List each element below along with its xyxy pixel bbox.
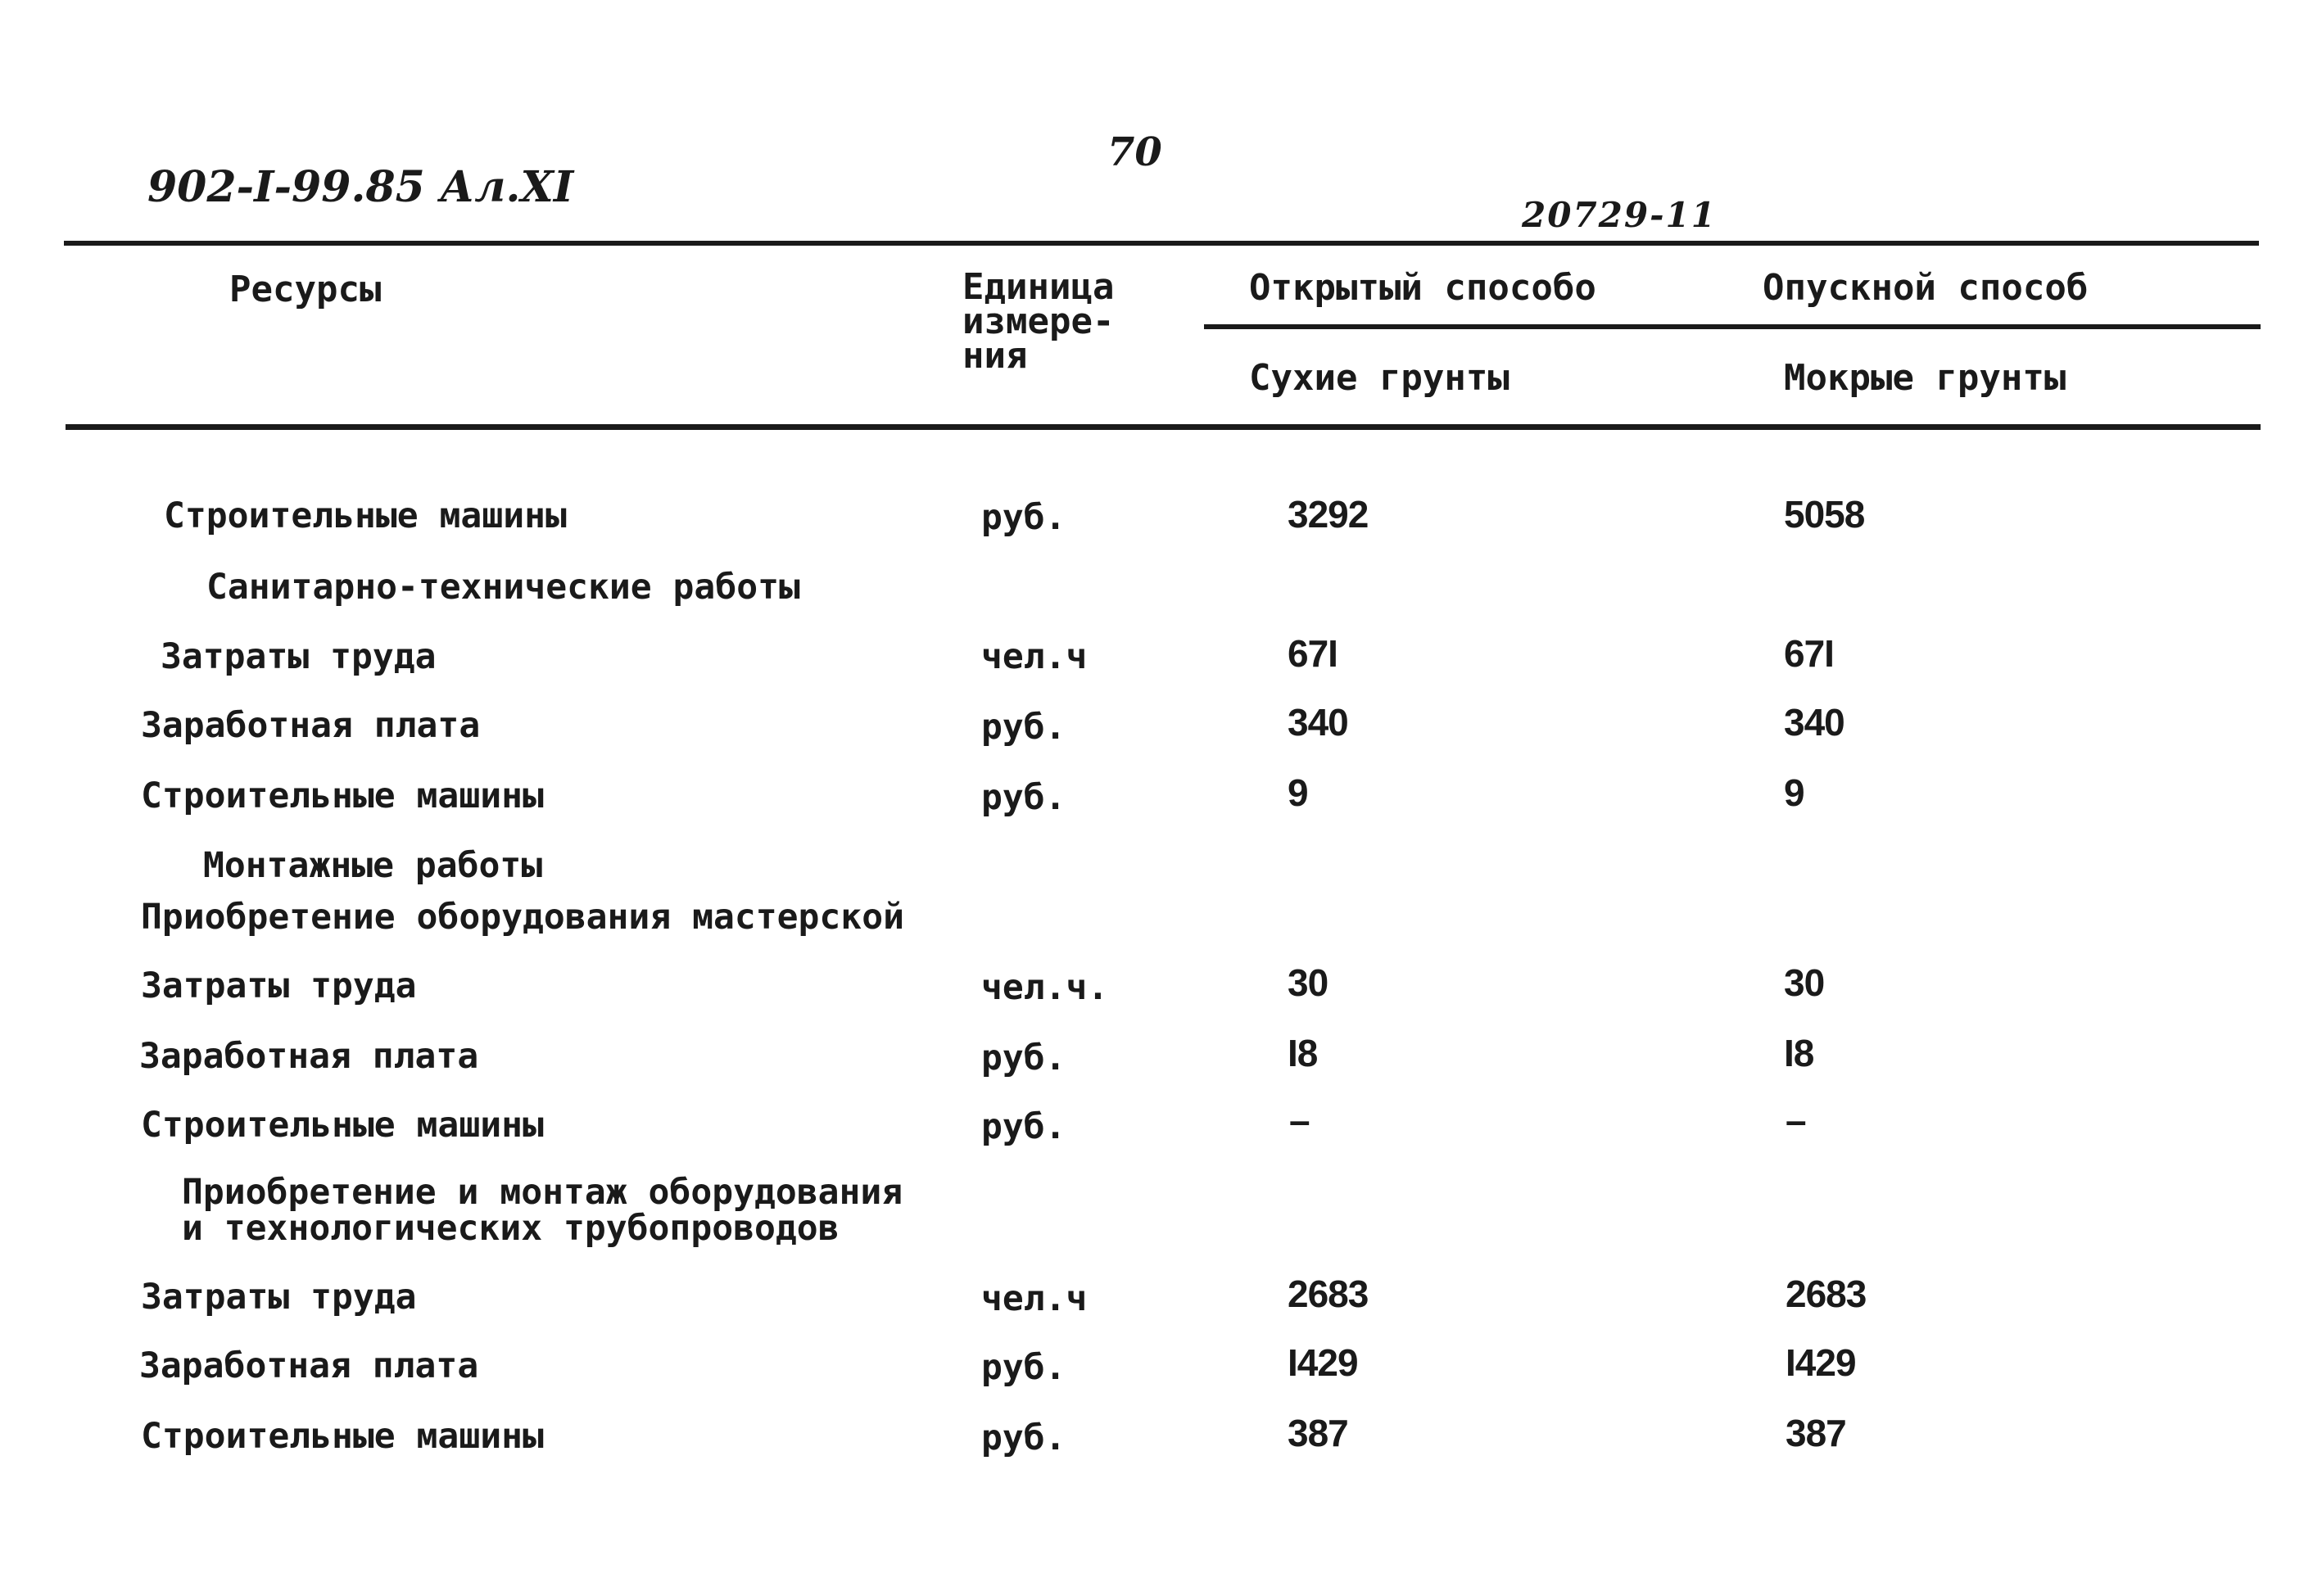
row-value-dry: 387	[1288, 1412, 1348, 1454]
row-unit: руб.	[981, 497, 1066, 538]
column-header-sink-method: Опускной способ	[1763, 267, 2089, 309]
row-value-dry: 9	[1288, 771, 1308, 814]
row-value-wet: 2683	[1786, 1273, 1867, 1315]
row-value-dry: 2683	[1288, 1273, 1369, 1315]
row-value-dry: 3292	[1288, 493, 1369, 536]
column-header-open-method: Открытый способо	[1249, 267, 1596, 309]
section-heading: Приобретение и монтаж оборудования и технологических трубопроводов	[182, 1172, 903, 1249]
row-value-dry: 30	[1288, 961, 1328, 1004]
row-label: Затраты труда	[141, 965, 417, 1006]
row-unit: руб.	[981, 1347, 1066, 1388]
table-top-rule	[64, 241, 2259, 246]
row-label: Затраты труда	[161, 636, 437, 677]
column-header-unit: Единица измере- ния	[962, 266, 1115, 377]
section-subheading: Приобретение оборудования мастерской	[141, 897, 904, 938]
section-heading: Монтажные работы	[203, 845, 543, 886]
row-value-wet: 30	[1784, 961, 1825, 1004]
row-value-wet: 340	[1784, 701, 1844, 744]
row-value-dry: 67I	[1288, 632, 1338, 675]
row-value-dry: –	[1289, 1099, 1310, 1142]
row-value-wet: 67I	[1784, 632, 1834, 675]
row-unit: руб.	[981, 1106, 1066, 1147]
row-unit: руб.	[981, 707, 1066, 748]
row-value-wet: I8	[1784, 1032, 1814, 1074]
column-header-resources: Ресурсы	[229, 269, 382, 310]
row-label: Строительные машины	[141, 1105, 544, 1146]
header-bottom-rule	[66, 424, 2261, 430]
row-value-dry: I8	[1288, 1032, 1318, 1074]
column-header-dry-soil: Сухие грунты	[1249, 357, 1510, 399]
row-value-wet: 387	[1786, 1412, 1846, 1454]
row-unit: руб.	[981, 1417, 1066, 1458]
column-header-wet-soil: Мокрые грунты	[1784, 357, 2066, 399]
row-unit: руб.	[981, 777, 1066, 818]
row-label: Строительные машины	[141, 775, 544, 816]
row-value-dry: 340	[1288, 701, 1348, 744]
row-label: Затраты труда	[141, 1277, 417, 1318]
row-label: Заработная плата	[141, 705, 481, 746]
page-number: 70	[1107, 129, 1162, 175]
row-unit: чел.ч	[981, 1278, 1088, 1319]
row-label: Строительные машины	[164, 495, 567, 536]
row-label: Строительные машины	[141, 1416, 544, 1457]
document-code: 902-I-99.85 Ал.XI	[147, 162, 574, 212]
row-value-wet: 9	[1784, 771, 1804, 814]
row-unit: чел.ч	[981, 636, 1088, 677]
header-subdivider-rule	[1204, 324, 2261, 329]
section-heading: Санитарно-технические работы	[206, 567, 800, 608]
row-value-wet: –	[1786, 1099, 1806, 1142]
row-value-dry: I429	[1288, 1341, 1358, 1384]
row-unit: чел.ч.	[981, 967, 1109, 1008]
row-value-wet: I429	[1786, 1341, 1856, 1384]
row-label: Заработная плата	[139, 1345, 479, 1386]
row-value-wet: 5058	[1784, 493, 1865, 536]
row-label: Заработная плата	[139, 1036, 479, 1077]
sheet-code: 20729-11	[1522, 195, 1717, 235]
row-unit: руб.	[981, 1038, 1066, 1078]
